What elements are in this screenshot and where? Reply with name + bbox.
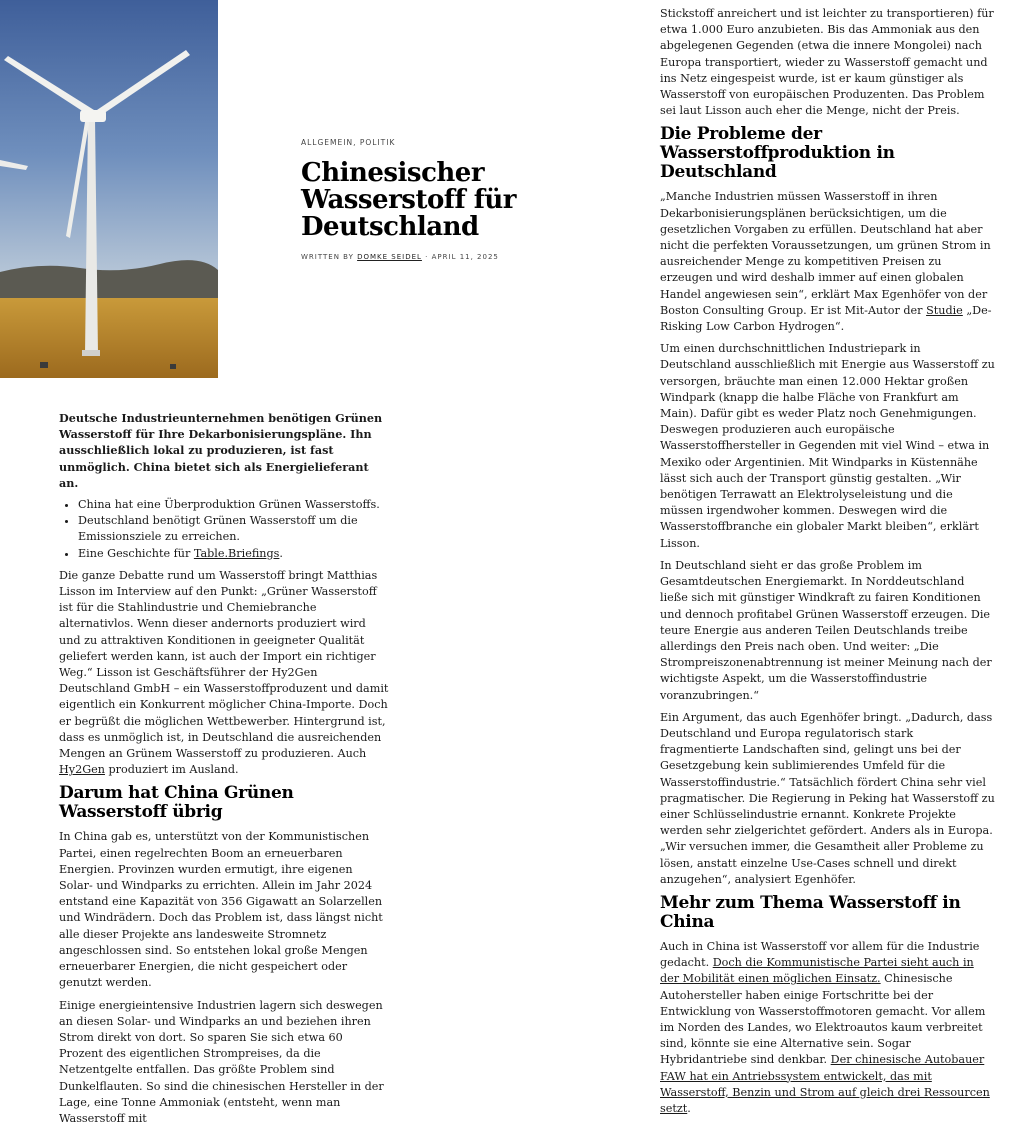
- date-separator: ·: [425, 253, 429, 261]
- paragraph-text: Auch in China ist Wasserstoff vor allem für die Industrie gedacht.: [660, 939, 980, 970]
- article-title: Chinesischer Wasserstoff für Deutschland: [301, 158, 516, 242]
- summary-item: • China hat eine Überproduktion Grünen Wasserstoffs.: [78, 497, 389, 513]
- section-heading: Mehr zum Thema Wasserstoff in China: [660, 892, 961, 932]
- author-link[interactable]: DOMKE SEIDEL: [357, 253, 422, 261]
- paragraph: [660, 939, 995, 1117]
- summary-item-suffix: .: [279, 546, 283, 560]
- paragraph: In China gab es, unterstützt von der Kommunistischen Partei, einen regelrechten Boom an erneuerbaren Energien. Provinzen wurden ermutigt, ihre eigenen Solar- und Windparks zu errichten. Allein im Jahr 2024 entstand eine Kapazität von 356 Gigawatt an Solarzellen und Windrädern. Doch das Problem ist, dass längst nicht alle dieser Projekte ans landesweite Stromnetz angeschlossen sind. So entstehen lokal große Mengen erneuerbarer Energien, die nicht gespeichert oder genutzt werden.: [59, 830, 383, 990]
- article-date: APRIL 11, 2025: [431, 253, 499, 261]
- hero-image: [0, 0, 218, 378]
- article-byline: [301, 253, 641, 261]
- summary-item: • Deutschland benötigt Grünen Wasserstoff um die Emissionsziele zu erreichen.: [78, 513, 389, 545]
- section-heading: Die Probleme der Wasserstoffproduktion in Deutschland: [660, 124, 895, 183]
- paragraph: Um einen durchschnittlichen Industriepark in Deutschland ausschließlich mit Energie aus Wasserstoff zu versorgen, bräuchte man einen 12.000 Hektar großen Windpark (knapp die halbe Fläche von Frankfurt am Main). Dafür gibt es weder Platz noch Genehmigungen. Deswegen produzieren auch europäische Wasserstoffhersteller in Gegenden mit viel Wind – etwa in Mexiko oder Argentinien. Mit Windparks in Küstennähe lässt sich auch der Transport günstig gestalten. „Wir benötigen Terrawatt an Elektrolyseleistung und die müssen irgendwoher kommen. Deswegen wird die Wasserstoffbranche ein globaler Markt bleiben“, erklärt Lisson.: [660, 342, 995, 550]
- paragraph-suffix: .: [687, 1101, 691, 1115]
- left-column: [59, 410, 389, 1133]
- table-briefings-link[interactable]: Table.Briefings: [193, 546, 280, 560]
- paragraph: [59, 568, 389, 779]
- section-heading: Darum hat China Grünen Wasserstoff übrig: [59, 783, 294, 823]
- summary-item-text: Eine Geschichte für: [78, 546, 194, 560]
- paragraph-text: Die ganze Debatte rund um Wasserstoff bringt Matthias Lisson im Interview auf den Punkt: „Grüner Wasserstoff ist für die Stahlindustrie und Chemiebranche alternativlos. Wenn dieser andernorts produziert wird und zu attraktiven Konditionen in geeigneter Qualität geliefert werden kann, ist auch der Import ein richtiger Weg.“ Lisson ist Geschäftsführer der Hy2Gen Deutschland GmbH – ein Wasserstoffproduzent und damit eigentlich ein Konkurrent möglicher China-Importe. Doch er begrüßt die möglichen Wettbewerber. Hintergrund ist, dass es unmöglich ist, in Deutschland die ausreichenden Mengen an Grünem Wasserstoff zu produzieren. Auch: [59, 568, 389, 761]
- paragraph-suffix: „De-Risking Low Carbon Hydrogen“.: [660, 303, 992, 334]
- article-header: [301, 138, 641, 261]
- studie-link[interactable]: Studie: [926, 303, 963, 317]
- article-lead: Deutsche Industrieunternehmen benötigen Grünen Wasserstoff für Ihre Dekarbonisierungspläne. Ihn ausschließlich lokal zu produzieren, ist fast unmöglich. China bietet sich als Energielieferant an.: [59, 411, 383, 490]
- article-categories[interactable]: ALLGEMEIN, POLITIK: [301, 138, 396, 147]
- hy2gen-link[interactable]: Hy2Gen: [59, 763, 105, 777]
- paragraph-suffix: produziert im Ausland.: [104, 763, 239, 777]
- paragraph: [660, 189, 995, 335]
- paragraph-text: Chinesische Autohersteller haben einige Fortschritte bei der Entwicklung von Wasserstoffmotoren gemacht. Vor allem im Norden des Landes, wo Elektroautos kaum verbreitet sind, könnte sie eine Alternative sein. Sogar Hybridantriebe sind denkbar.: [660, 972, 986, 1067]
- paragraph: Stickstoff anreichert und ist leichter zu transportieren) für etwa 1.000 Euro anzubieten. Bis das Ammoniak aus den abgelegenen Gegenden (etwa die innere Mongolei) nach Europa transportiert, wieder zu Wasserstoff gemacht und ins Netz eingespeist wurde, ist er kaum günstiger als Wasserstoff von europäischen Produzenten. Das Problem sei laut Lisson auch eher die Menge, nicht der Preis.: [660, 7, 994, 118]
- faw-link[interactable]: Der chinesische Autobauer FAW hat ein Antriebssystem entwickelt, das mit Wasserstoff, Benzin und Strom auf gleich drei Ressourcen setzt: [660, 1053, 990, 1115]
- summary-item: [78, 546, 389, 562]
- paragraph: In Deutschland sieht er das große Problem im Gesamtdeutschen Energiemarkt. In Norddeutschland ließe sich mit günstiger Windkraft zu fairen Konditionen und dennoch profitabel Grünen Wasserstoff erzeugen. Die teure Energie aus anderen Teilen Deutschlands treibe allerdings den Preis nach oben. Und weiter: „Die Strompreiszonenabtrennung ist meiner Meinung nach der wichtigste Aspekt, um die Wasserstoffindustrie voranzubringen.“: [660, 558, 992, 702]
- summary-list: [59, 497, 389, 562]
- wind-turbine-photo: [0, 0, 218, 378]
- mobility-link[interactable]: Doch die Kommunistische Partei sieht auch in der Mobilität einen möglichen Einsatz.: [660, 956, 974, 986]
- right-column: [660, 6, 995, 1123]
- paragraph-text: „Manche Industrien müssen Wasserstoff in ihren Dekarbonisierungsplänen berücksichtigen, um die gesetzlichen Vorgaben zu erfüllen. Deutschland hat aber nicht die perfekten Voraussetzungen, um grünen Strom in ausreichender Menge zu kompetitiven Preisen zu erzeugen und wird deshalb immer auf einen globalen Handel angewiesen sein“, erklärt Max Egenhöfer von der Boston Consulting Group. Er ist Mit-Autor der: [660, 190, 991, 317]
- paragraph: Einige energieintensive Industrien lagern sich deswegen an diesen Solar- und Windparks an und beziehen ihren Strom direkt von dort. So sparen Sie sich etwa 60 Prozent des eigentlichen Strompreises, da die Netzentgelte entfallen. Das größte Problem sind Dunkelflauten. So sind die chinesischen Hersteller in der Lage, eine Tonne Ammoniak (entsteht, wenn man Wasserstoff mit: [59, 998, 384, 1125]
- paragraph: Ein Argument, das auch Egenhöfer bringt. „Dadurch, dass Deutschland und Europa regulatorisch stark fragmentierte Landschaften sind, gelingt uns bei der Gesetzgebung kein sublimierendes Umfeld für die Wasserstoffindustrie.“ Tatsächlich fördert China sehr viel pragmatischer. Die Regierung in Peking hat Wasserstoff zu einer Schlüsselindustrie ernannt. Konkrete Projekte werden sehr zielgerichtet gefördert. Anders als in Europa. „Wir versuchen immer, die Gesamtheit aller Probleme zu lösen, anstatt einzelne Use-Cases schnell und direkt anzugehen“, analysiert Egenhöfer.: [660, 710, 995, 886]
- byline-prefix: WRITTEN BY: [301, 253, 354, 261]
